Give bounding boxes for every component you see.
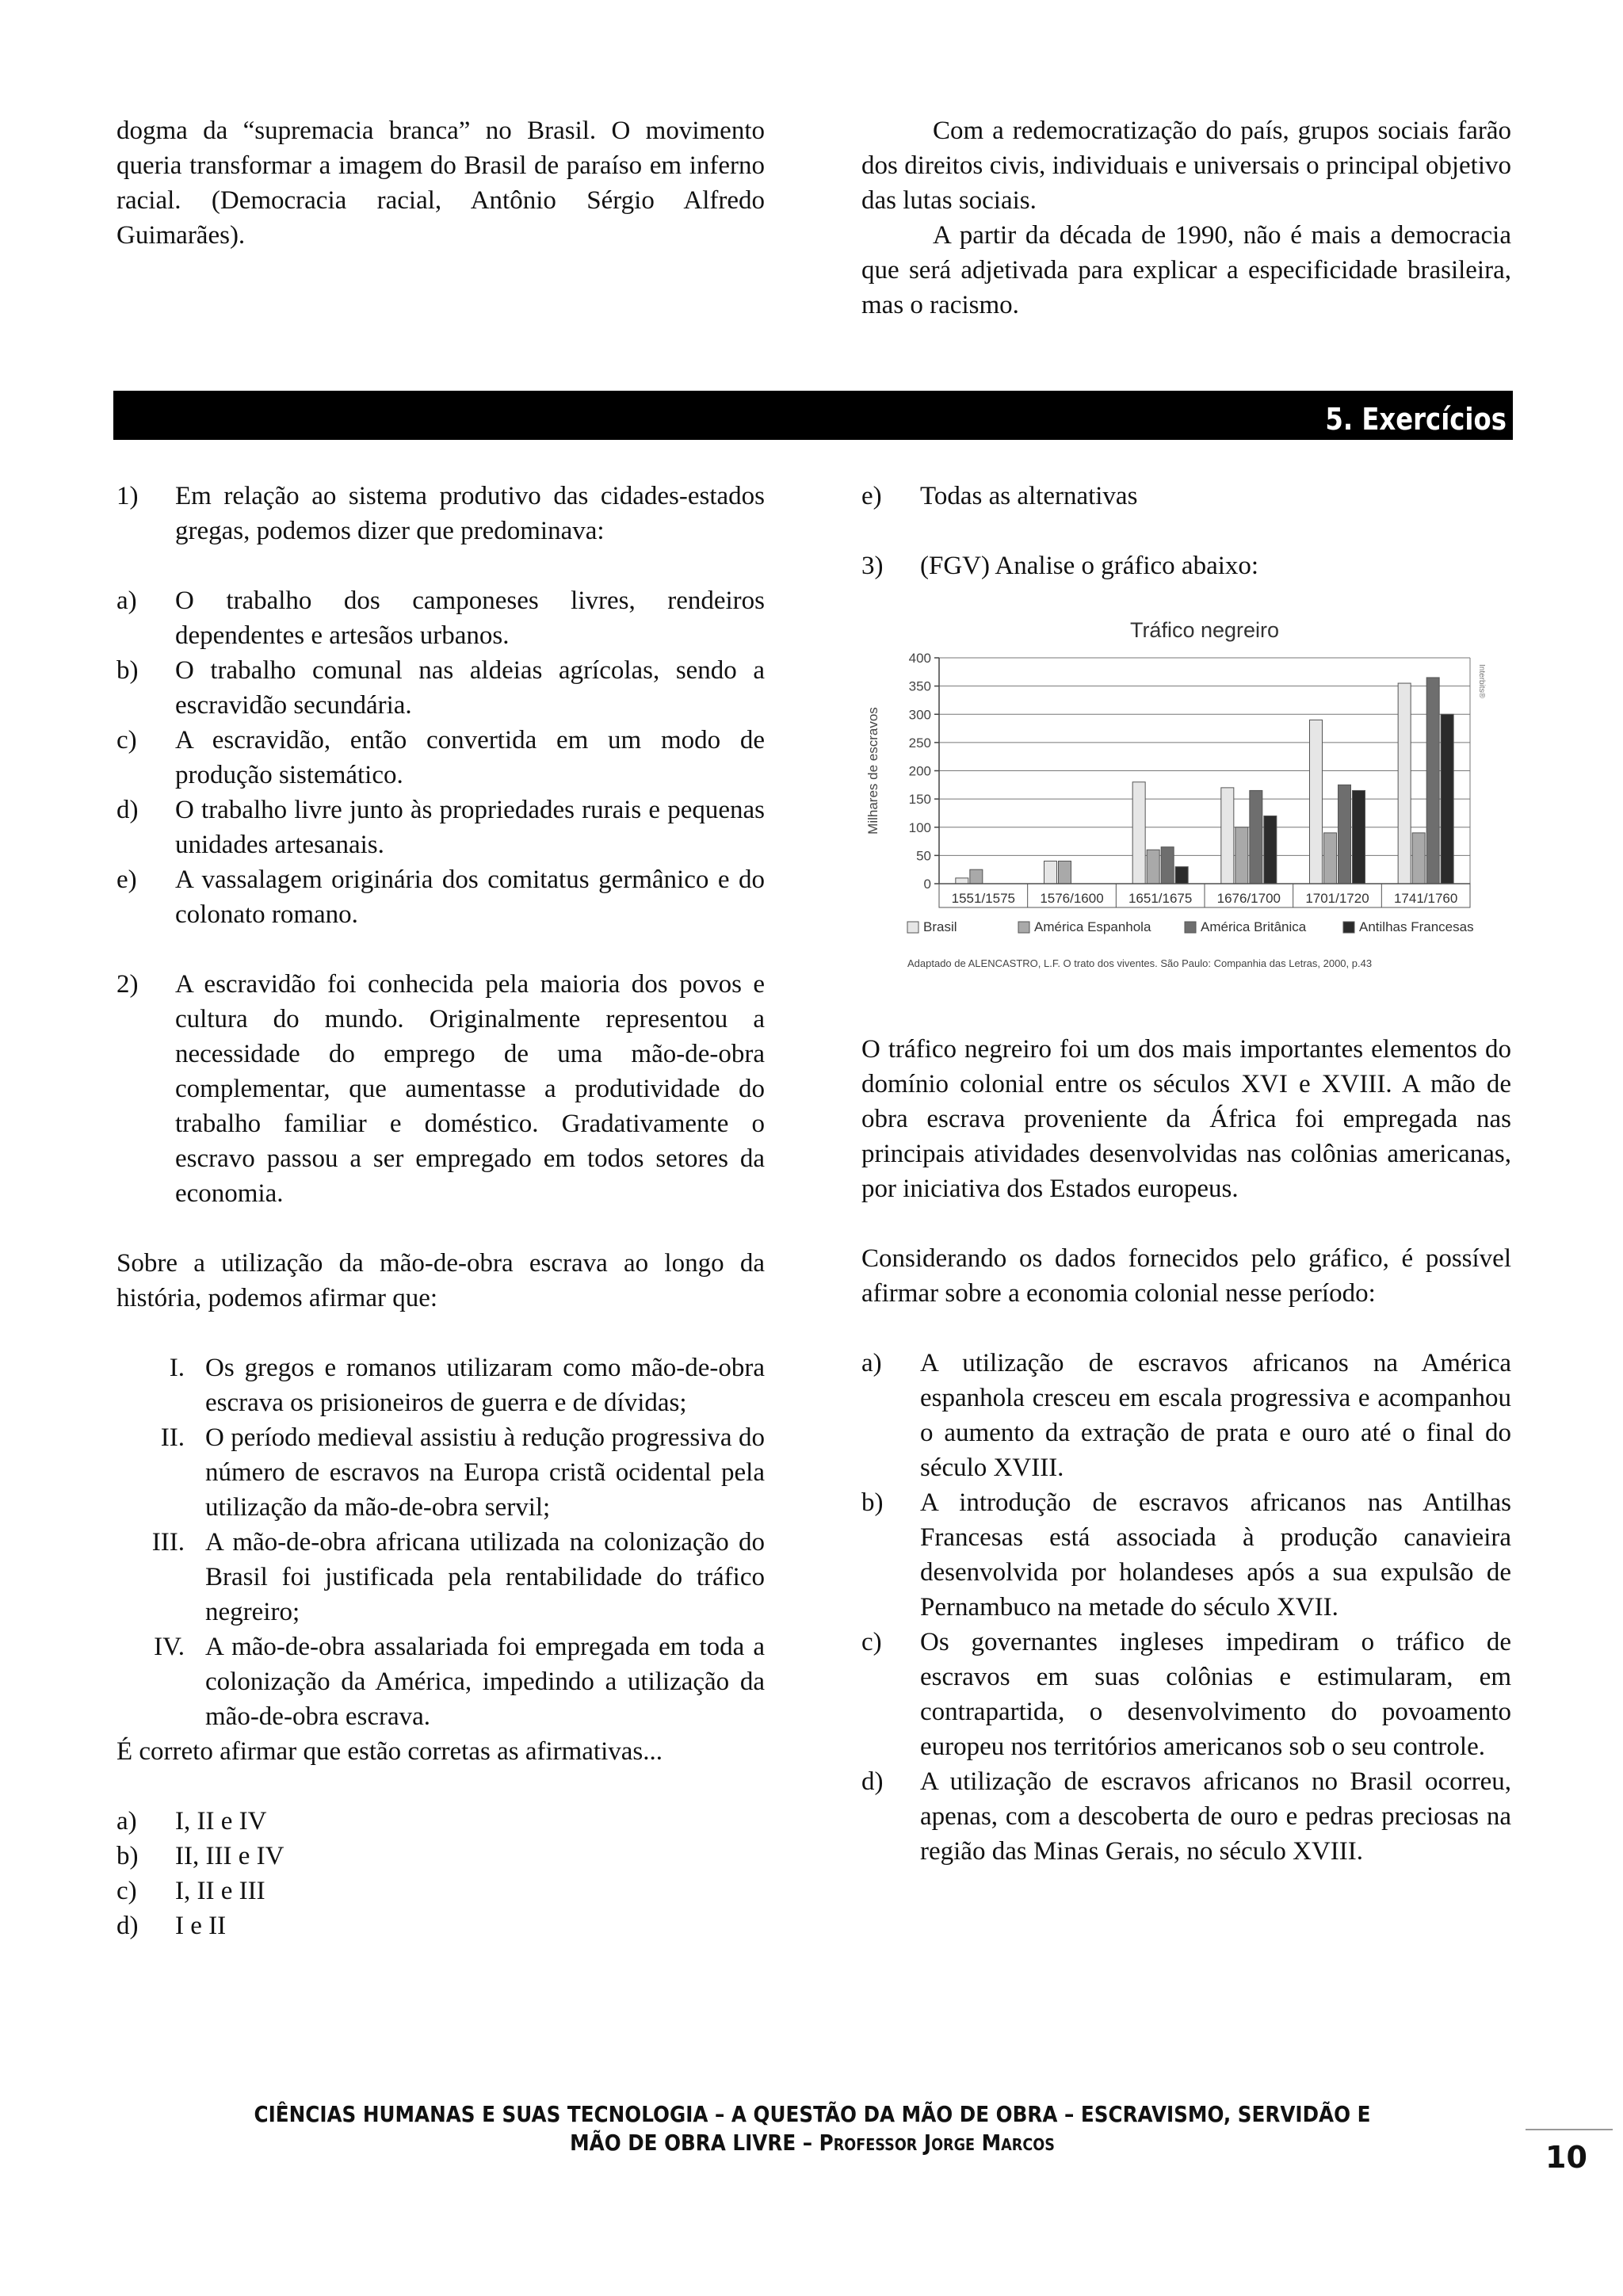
top-left-paragraph: dogma da “supremacia branca” no Brasil. O movimento queria transformar a imagem do Brasil de paraíso em inferno racial. (Democracia racial, Antônio Sérgio Alfredo Guimarães). xyxy=(116,117,765,250)
x-tick-label: 1551/1575 xyxy=(951,891,1016,906)
q2-intro: Sobre a utilização da mão-de-obra escrava ao longo da história, podemos afirmar que: xyxy=(116,1249,765,1312)
q3-paragraph-1: O tráfico negreiro foi um dos mais importantes elementos do domínio colonial entre os séculos XVI e XVIII. A mão de obra escrava proveniente da África foi empregada nas principais atividades desenvolvidas nas colônias americanas, por iniciativa dos Estados europeus. xyxy=(861,1035,1511,1203)
y-tick-label: 50 xyxy=(916,848,931,864)
legend-label: América Britânica xyxy=(1201,919,1307,934)
y-axis-label: Milhares de escravos xyxy=(865,707,880,835)
page-number: 10 xyxy=(1545,2140,1587,2175)
x-tick-label: 1576/1600 xyxy=(1040,891,1104,906)
bar-brasil xyxy=(1132,782,1145,884)
bar-américa-britânica xyxy=(1338,785,1351,884)
x-tick-label: 1651/1675 xyxy=(1128,891,1193,906)
bar-antilhas-francesas xyxy=(1441,714,1453,884)
legend-swatch xyxy=(1185,922,1196,933)
y-tick-label: 0 xyxy=(923,877,931,892)
slave-trade-chart xyxy=(860,610,1510,991)
q2-option-e: e) Todas as alternativas xyxy=(861,482,1138,510)
footer-line-1: CIÊNCIAS HUMANAS E SUAS TECNOLOGIA – A QUESTÃO DA MÃO DE OBRA – ESCRAVISMO, SERVIDÃO E xyxy=(254,2101,1371,2127)
watermark: Interbits® xyxy=(1477,664,1486,698)
q2-statement: II. O período medieval assistiu à redução progressiva do número de escravos na Europa cristã ocidental pela utilização da mão-de-obra servil; xyxy=(160,1423,765,1522)
bar-brasil xyxy=(1221,788,1234,884)
question-3: 3) (FGV) Analise o gráfico abaixo: xyxy=(861,552,1259,580)
q3-option: a) A utilização de escravos africanos na América espanhola cresceu em escala progressiva e acompanhou o aumento da extração de prata e ouro até o final do século XVIII. xyxy=(861,1349,1511,1482)
bar-américa-espanhola xyxy=(970,869,983,884)
chart-svg xyxy=(860,610,1510,991)
legend-label: América Espanhola xyxy=(1034,919,1151,934)
y-tick-label: 200 xyxy=(908,763,931,779)
q2-options xyxy=(116,1804,765,1943)
y-tick-label: 250 xyxy=(908,735,931,751)
q3-option: c) Os governantes ingleses impediram o tráfico de escravos em suas colônias e estimularam, em contrapartida, o desenvolvimento do povoamento europeu nos territórios americanos sob o seu controle. xyxy=(861,1628,1511,1761)
q3-paragraph-2: Considerando os dados fornecidos pelo gráfico, é possível afirmar sobre a economia colonial nesse período: xyxy=(861,1244,1511,1308)
y-tick-label: 300 xyxy=(908,707,931,723)
q2-option: c) I, II e III xyxy=(116,1877,265,1905)
bar-américa-britânica xyxy=(1250,790,1262,884)
question-1: 1) Em relação ao sistema produtivo das cidades-estados gregas, podemos dizer que predominava: xyxy=(116,482,765,545)
q2-statement: IV. A mão-de-obra assalariada foi empregada em toda a colonização da América, impedindo a utilização da mão-de-obra escrava. xyxy=(154,1633,765,1731)
q2-option: b) II, III e IV xyxy=(116,1842,285,1870)
x-tick-label: 1676/1700 xyxy=(1216,891,1281,906)
bar-brasil xyxy=(1398,683,1411,884)
q3-option: b) A introdução de escravos africanos nas Antilhas Francesas está associada à produção canavieira desenvolvida por holandeses após a sua expulsão de Pernambuco na metade do século XVII. xyxy=(861,1488,1511,1622)
y-tick-label: 400 xyxy=(908,651,931,666)
legend-label: Brasil xyxy=(923,919,957,934)
section-banner xyxy=(113,391,1513,440)
bar-américa-espanhola xyxy=(1235,827,1248,884)
q1-option: d) O trabalho livre junto às propriedades rurais e pequenas unidades artesanais. xyxy=(116,796,765,859)
legend-label: Antilhas Francesas xyxy=(1359,919,1474,934)
bar-brasil xyxy=(1044,861,1057,884)
page-number-rule xyxy=(1526,2129,1613,2130)
q1-options xyxy=(116,583,765,932)
bar-brasil xyxy=(1310,720,1323,884)
legend-swatch xyxy=(1018,922,1029,933)
left-column xyxy=(116,479,765,1943)
bar-américa-espanhola xyxy=(1412,833,1425,884)
q2-option: a) I, II e IV xyxy=(116,1807,267,1836)
section-title: 5. Exercícios xyxy=(1325,402,1507,437)
chart-source: Adaptado de ALENCASTRO, L.F. O trato dos viventes. São Paulo: Companhia das Letras, 2000, p.43 xyxy=(907,957,1373,969)
q1-option: e) A vassalagem originária dos comitatus germânico e do colonato romano. xyxy=(116,865,765,929)
question-2: 2) A escravidão foi conhecida pela maioria dos povos e cultura do mundo. Originalmente representou a necessidade do emprego de uma mão-de-obra complementar, que aumentasse a produtividade do trabalho familiar e doméstico. Gradativamente o escravo passou a ser empregado em todos setores da economia. xyxy=(116,970,765,1208)
q2-statements xyxy=(116,1350,765,1734)
right-column-top xyxy=(861,479,1511,583)
q2-statement: III. A mão-de-obra africana utilizada na colonização do Brasil foi justificada pela rentabilidade do tráfico negreiro; xyxy=(151,1528,765,1626)
racism-paragraph: A partir da década de 1990, não é mais a democracia que será adjetivada para explicar a especificidade brasileira, mas o racismo. xyxy=(861,221,1511,319)
y-tick-label: 350 xyxy=(908,678,931,694)
right-column-bottom xyxy=(861,1032,1511,1869)
y-tick-label: 100 xyxy=(908,819,931,835)
q2-statement: I. Os gregos e romanos utilizaram como mão-de-obra escrava os prisioneiros de guerra e de dívidas; xyxy=(169,1354,765,1417)
page-footer xyxy=(202,2100,1423,2157)
bar-antilhas-francesas xyxy=(1264,816,1277,884)
legend-swatch xyxy=(907,922,918,933)
bar-antilhas-francesas xyxy=(1175,867,1188,884)
legend-swatch xyxy=(1343,922,1354,933)
q1-option: a) O trabalho dos camponeses livres, rendeiros dependentes e artesãos urbanos. xyxy=(116,586,765,650)
q1-option: b) O trabalho comunal nas aldeias agrícolas, sendo a escravidão secundária. xyxy=(116,656,765,720)
footer-line-2: MÃO DE OBRA LIVRE – Professor Jorge Marcos xyxy=(570,2130,1055,2156)
y-tick-label: 150 xyxy=(908,792,931,808)
top-right-paragraphs xyxy=(861,113,1511,323)
bar-américa-britânica xyxy=(1426,678,1439,884)
bar-américa-espanhola xyxy=(1324,833,1337,884)
q2-question: É correto afirmar que estão corretas as afirmativas... xyxy=(116,1737,663,1766)
author: Professor Jorge Marcos xyxy=(819,2130,1055,2156)
bar-antilhas-francesas xyxy=(1353,790,1365,884)
x-tick-label: 1741/1760 xyxy=(1393,891,1458,906)
redemocratization-paragraph: Com a redemocratização do país, grupos sociais farão dos direitos civis, individuais e universais o principal objetivo das lutas sociais. xyxy=(861,117,1511,215)
x-tick-label: 1701/1720 xyxy=(1305,891,1369,906)
bar-américa-britânica xyxy=(1161,847,1174,884)
bar-américa-espanhola xyxy=(1147,850,1159,884)
chart-title: Tráfico negreiro xyxy=(1129,618,1280,642)
q1-option: c) A escravidão, então convertida em um modo de produção sistemático. xyxy=(116,726,765,789)
q3-option: d) A utilização de escravos africanos no Brasil ocorreu, apenas, com a descoberta de ouro e pedras preciosas na região das Minas Gerais, no século XVIII. xyxy=(861,1767,1511,1866)
q3-options xyxy=(861,1346,1511,1869)
q2-option: d) I e II xyxy=(116,1912,227,1940)
bar-brasil xyxy=(956,878,968,884)
bar-américa-espanhola xyxy=(1059,861,1071,884)
